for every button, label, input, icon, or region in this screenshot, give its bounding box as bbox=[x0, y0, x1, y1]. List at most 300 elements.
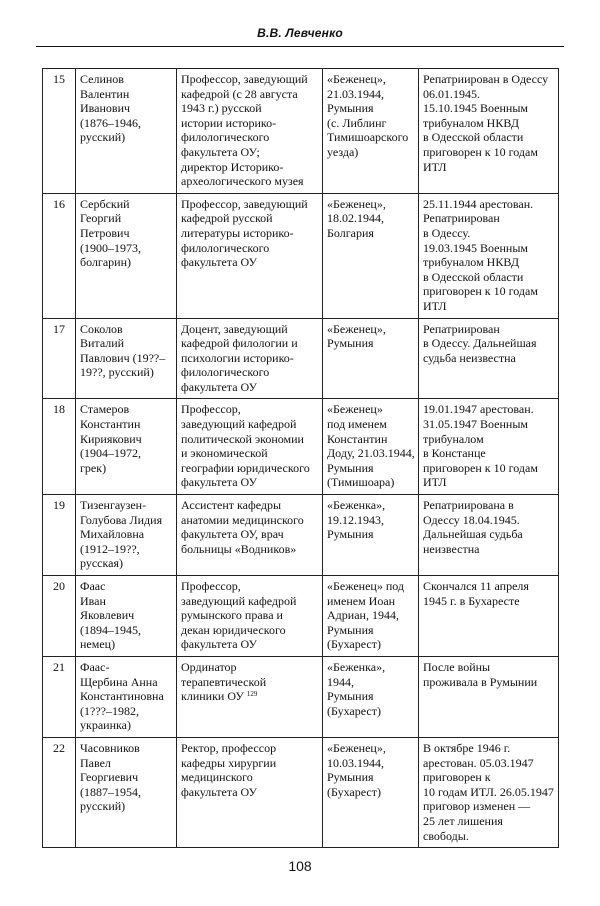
cell-line bbox=[80, 660, 172, 675]
cell-line-text: После войны bbox=[423, 659, 491, 674]
cell-line bbox=[327, 211, 414, 226]
cell-line-text: (Бухарест) bbox=[327, 703, 381, 718]
cell-line-text: факультета ОУ, врач bbox=[181, 527, 284, 542]
cell-status bbox=[323, 193, 419, 318]
cell-line bbox=[80, 197, 172, 212]
cell-position bbox=[177, 737, 323, 847]
cell-line-text: Георгиевич bbox=[80, 770, 139, 785]
cell-fate bbox=[419, 576, 559, 657]
cell-line bbox=[80, 87, 172, 102]
cell-line bbox=[80, 461, 172, 476]
cell-status bbox=[323, 399, 419, 495]
cell-line-text: 1944, bbox=[327, 674, 354, 689]
cell-line bbox=[423, 417, 554, 432]
cell-line bbox=[423, 513, 554, 528]
cell-line-text: приговорен к 10 годам bbox=[423, 284, 538, 299]
cell-line bbox=[423, 145, 554, 160]
cell-line bbox=[80, 432, 172, 447]
cell-line bbox=[423, 785, 554, 800]
cell-position bbox=[177, 399, 323, 495]
cell-line-text: Румыния bbox=[327, 770, 374, 785]
cell-line-text: проживала в Румынии bbox=[423, 674, 538, 689]
cell-line-text: заведующий кафедрой bbox=[181, 417, 297, 432]
cell-line bbox=[423, 197, 554, 212]
cell-line-text: приговорен к 10 годам bbox=[423, 144, 538, 159]
cell-line-text: Репатриирован bbox=[423, 321, 500, 336]
cell-line bbox=[423, 116, 554, 131]
cell-line-text: немец) bbox=[80, 637, 116, 652]
cell-line bbox=[423, 799, 554, 814]
cell-fate bbox=[419, 69, 559, 194]
cell-line bbox=[181, 689, 318, 704]
cell-line bbox=[181, 160, 318, 175]
table-container bbox=[42, 68, 558, 848]
cell-line bbox=[423, 72, 554, 87]
cell-line-text: директор Историко- bbox=[181, 159, 284, 174]
cell-fate bbox=[419, 737, 559, 847]
cell-line bbox=[181, 594, 318, 609]
cell-line bbox=[327, 675, 414, 690]
table-row bbox=[43, 69, 559, 194]
cell-line-text: (1912–19??, bbox=[80, 541, 140, 556]
cell-line-text: Петрович bbox=[80, 225, 130, 240]
cell-line-text: Часовников bbox=[80, 740, 140, 755]
cell-line-text: в Одессу. Дальнейшая bbox=[423, 336, 537, 351]
cell-line bbox=[80, 579, 172, 594]
cell-line bbox=[423, 336, 554, 351]
cell-line bbox=[423, 675, 554, 690]
cell-line-text: Репатриирована в bbox=[423, 498, 514, 513]
cell-line-text: Доду, 21.03.1944, bbox=[327, 446, 415, 461]
cell-line-text: 25.11.1944 арестован. bbox=[423, 196, 534, 211]
cell-line-text: терапевтической bbox=[181, 674, 267, 689]
cell-line bbox=[327, 637, 414, 652]
cell-line bbox=[327, 498, 414, 513]
cell-line-text: судьба неизвестна bbox=[423, 350, 516, 365]
cell-number: 22 bbox=[43, 737, 76, 847]
cell-line-text: арестован. 05.03.1947 bbox=[423, 755, 534, 770]
cell-line-text: Румыния bbox=[327, 689, 374, 704]
cell-line-text: под именем bbox=[327, 417, 387, 432]
cell-line bbox=[80, 675, 172, 690]
cell-line bbox=[181, 756, 318, 771]
cell-line bbox=[80, 417, 172, 432]
cell-line-text: кафедрой русской bbox=[181, 211, 273, 226]
cell-line-text: факультета ОУ bbox=[181, 475, 258, 490]
cell-line-text: политической экономии bbox=[181, 431, 304, 446]
cell-line-text: Румыния bbox=[327, 622, 374, 637]
cell-line-text: больницы «Водников» bbox=[181, 541, 297, 556]
cell-line bbox=[181, 116, 318, 131]
cell-fate bbox=[419, 318, 559, 399]
cell-line bbox=[181, 351, 318, 366]
cell-line bbox=[181, 101, 318, 116]
running-title: В.В. Левченко bbox=[257, 26, 343, 40]
cell-line bbox=[423, 211, 554, 226]
cell-line bbox=[327, 87, 414, 102]
cell-line bbox=[80, 351, 172, 366]
cell-line-text: 18.02.1944, bbox=[327, 211, 384, 226]
cell-number: 15 bbox=[43, 69, 76, 194]
cell-line bbox=[423, 432, 554, 447]
cell-line bbox=[327, 594, 414, 609]
cell-line-text: русская) bbox=[80, 556, 123, 571]
cell-line bbox=[80, 241, 172, 256]
cell-line bbox=[327, 145, 414, 160]
cell-line bbox=[181, 623, 318, 638]
cell-line bbox=[181, 336, 318, 351]
cell-line-text: 10.03.1944, bbox=[327, 755, 384, 770]
cell-line-text: Румыния bbox=[327, 460, 374, 475]
cell-line bbox=[423, 284, 554, 299]
cell-line-text: 15.10.1945 Военным bbox=[423, 101, 528, 116]
cell-line bbox=[327, 116, 414, 131]
cell-line-text: «Беженец», bbox=[327, 196, 386, 211]
cell-line bbox=[327, 446, 414, 461]
cell-line-text: Константиновна bbox=[80, 689, 164, 704]
cell-line-text: именем Иоан bbox=[327, 593, 396, 608]
cell-line-text: Румыния bbox=[327, 101, 374, 116]
cell-line bbox=[181, 446, 318, 461]
cell-line-text: Доцент, заведующий bbox=[181, 321, 288, 336]
cell-line-text: уезда) bbox=[327, 144, 359, 159]
cell-line-text: Валентин bbox=[80, 86, 130, 101]
cell-line-text: Кириякович bbox=[80, 431, 142, 446]
cell-line bbox=[80, 255, 172, 270]
cell-line-text: литературы историко- bbox=[181, 225, 294, 240]
cell-line-text: истории историко- bbox=[181, 115, 277, 130]
cell-line bbox=[181, 322, 318, 337]
cell-line bbox=[423, 829, 554, 844]
cell-status bbox=[323, 737, 419, 847]
cell-line-text: медицинского bbox=[181, 770, 253, 785]
cell-number: 21 bbox=[43, 656, 76, 737]
cell-line bbox=[423, 527, 554, 542]
cell-status bbox=[323, 318, 419, 399]
cell-line-text: Тимишоарского bbox=[327, 130, 409, 145]
cell-line bbox=[80, 72, 172, 87]
cell-line bbox=[327, 527, 414, 542]
cell-line bbox=[327, 432, 414, 447]
cell-line bbox=[327, 770, 414, 785]
cell-line bbox=[181, 542, 318, 557]
cell-line-text: Фаас- bbox=[80, 659, 110, 674]
cell-fate bbox=[419, 495, 559, 576]
cell-number: 17 bbox=[43, 318, 76, 399]
cell-name bbox=[76, 69, 177, 194]
cell-line bbox=[80, 446, 172, 461]
cell-line bbox=[181, 741, 318, 756]
header-rule bbox=[36, 46, 564, 47]
cell-line bbox=[327, 130, 414, 145]
footnote-ref: 129 bbox=[246, 690, 258, 699]
cell-line bbox=[80, 756, 172, 771]
table-row bbox=[43, 656, 559, 737]
cell-position bbox=[177, 576, 323, 657]
cell-fate bbox=[419, 399, 559, 495]
cell-line-text: факультета ОУ; bbox=[181, 144, 260, 159]
cell-line-text: клиники ОУ bbox=[181, 689, 244, 704]
cell-line-text: (Тимишоара) bbox=[327, 475, 395, 490]
cell-line bbox=[80, 513, 172, 528]
cell-position bbox=[177, 656, 323, 737]
cell-line bbox=[80, 116, 172, 131]
cell-line-text: ИТЛ bbox=[423, 159, 447, 174]
cell-line bbox=[423, 226, 554, 241]
cell-name bbox=[76, 656, 177, 737]
cell-line bbox=[80, 211, 172, 226]
cell-line-text: Профессор, заведующий bbox=[181, 196, 308, 211]
cell-line bbox=[80, 402, 172, 417]
cell-line-text: «Беженец», bbox=[327, 72, 386, 86]
cell-line bbox=[327, 623, 414, 638]
table-row bbox=[43, 193, 559, 318]
cell-line-text: заведующий кафедрой bbox=[181, 593, 297, 608]
cell-line bbox=[80, 322, 172, 337]
cell-line bbox=[423, 130, 554, 145]
cell-line-text: Репатриирован в Одессу bbox=[423, 72, 549, 86]
cell-line bbox=[423, 402, 554, 417]
cell-line-text: кафедрой филологии и bbox=[181, 336, 298, 351]
cell-position bbox=[177, 69, 323, 194]
cell-line bbox=[327, 101, 414, 116]
cell-name bbox=[76, 318, 177, 399]
cell-line bbox=[181, 241, 318, 256]
cell-line-text: (1904–1972, bbox=[80, 446, 141, 461]
cell-line-text: украинка) bbox=[80, 718, 131, 733]
cell-line bbox=[80, 799, 172, 814]
cell-line-text: 19.03.1945 Военным bbox=[423, 240, 528, 255]
cell-line-text: филологического bbox=[181, 130, 270, 145]
cell-line bbox=[327, 513, 414, 528]
cell-line bbox=[327, 417, 414, 432]
cell-line-text: Профессор, bbox=[181, 402, 241, 417]
cell-line bbox=[423, 660, 554, 675]
cell-line-text: археологического музея bbox=[181, 174, 304, 189]
cell-line-text: Михайловна bbox=[80, 527, 145, 542]
cell-line bbox=[423, 461, 554, 476]
cell-line-text: (1???–1982, bbox=[80, 703, 139, 718]
cell-line bbox=[423, 756, 554, 771]
cell-line bbox=[327, 322, 414, 337]
cell-line bbox=[181, 675, 318, 690]
cell-line-text: Константин bbox=[327, 431, 388, 446]
cell-line-text: 19??, русский) bbox=[80, 365, 154, 380]
cell-fate bbox=[419, 193, 559, 318]
cell-line-text: трибуналом bbox=[423, 431, 484, 446]
cell-line-text: и экономической bbox=[181, 446, 268, 461]
cell-line-text: факультета ОУ bbox=[181, 379, 258, 394]
cell-line-text: факультета ОУ bbox=[181, 255, 258, 270]
cell-status bbox=[323, 495, 419, 576]
cell-line-text: Стамеров bbox=[80, 402, 130, 417]
cell-line-text: Ассистент кафедры bbox=[181, 498, 282, 513]
cell-line bbox=[181, 87, 318, 102]
cell-line bbox=[423, 241, 554, 256]
cell-line-text: 31.05.1947 Военным bbox=[423, 417, 528, 432]
cell-line-text: приговорен к 10 годам bbox=[423, 460, 538, 475]
cell-line bbox=[80, 336, 172, 351]
cell-line-text: Голубова Лидия bbox=[80, 512, 163, 527]
cell-line-text: Болгария bbox=[327, 225, 374, 240]
cell-line bbox=[327, 785, 414, 800]
cell-line bbox=[423, 351, 554, 366]
cell-line bbox=[327, 475, 414, 490]
cell-line bbox=[327, 197, 414, 212]
cell-line bbox=[181, 380, 318, 395]
cell-line bbox=[181, 637, 318, 652]
cell-status bbox=[323, 656, 419, 737]
cell-line bbox=[181, 197, 318, 212]
cell-line-text: Репатриирован bbox=[423, 211, 500, 226]
cell-line-text: Виталий bbox=[80, 336, 125, 351]
cell-position bbox=[177, 193, 323, 318]
cell-line-text: Румыния bbox=[327, 527, 374, 542]
cell-line bbox=[423, 542, 554, 557]
cell-line-text: психологии историко- bbox=[181, 350, 294, 365]
cell-line bbox=[327, 579, 414, 594]
cell-line bbox=[80, 704, 172, 719]
cell-line-text: свободы. bbox=[423, 828, 469, 843]
cell-line-text: Иван bbox=[80, 593, 106, 608]
page-number: 108 bbox=[288, 858, 312, 874]
cell-line-text: (Бухарест) bbox=[327, 637, 381, 652]
cell-line bbox=[181, 608, 318, 623]
cell-line-text: ИТЛ bbox=[423, 298, 447, 313]
cell-line-text: (1900–1973, bbox=[80, 240, 141, 255]
cell-line-text: «Беженец», bbox=[327, 740, 386, 755]
cell-line-text: филологического bbox=[181, 365, 270, 380]
cell-line bbox=[423, 475, 554, 490]
cell-line bbox=[80, 101, 172, 116]
cell-number: 19 bbox=[43, 495, 76, 576]
cell-line-text: 1945 г. в Бухаресте bbox=[423, 593, 520, 608]
cell-line-text: (1887–1954, bbox=[80, 784, 141, 799]
cell-line-text: (с. Либлинг bbox=[327, 115, 387, 130]
table-body bbox=[43, 69, 559, 848]
cell-line-text: географии юридического bbox=[181, 460, 310, 475]
cell-line bbox=[327, 741, 414, 756]
cell-line bbox=[423, 322, 554, 337]
cell-line bbox=[181, 417, 318, 432]
cell-line-text: в Одесской области bbox=[423, 130, 524, 145]
cell-line-text: Одессу 18.04.1945. bbox=[423, 512, 520, 527]
cell-line-text: филологического bbox=[181, 240, 270, 255]
cell-line-text: Щербина Анна bbox=[80, 674, 158, 689]
cell-line-text: 19.12.1943, bbox=[327, 512, 384, 527]
cell-line-text: Георгий bbox=[80, 211, 122, 226]
cell-line bbox=[327, 402, 414, 417]
cell-line-text: 21.03.1944, bbox=[327, 86, 384, 101]
cell-line bbox=[80, 718, 172, 733]
cell-line-text: приговор изменен — bbox=[423, 799, 531, 814]
cell-line bbox=[181, 226, 318, 241]
cell-line bbox=[423, 255, 554, 270]
cell-line bbox=[80, 623, 172, 638]
cell-status bbox=[323, 576, 419, 657]
cell-line-text: Ректор, профессор bbox=[181, 740, 277, 755]
cell-line bbox=[80, 785, 172, 800]
cell-line-text: Дальнейшая судьба bbox=[423, 527, 523, 542]
cell-line-text: Соколов bbox=[80, 321, 123, 336]
cell-line bbox=[80, 498, 172, 513]
cell-line bbox=[423, 299, 554, 314]
cell-line-text: Павел bbox=[80, 755, 111, 770]
cell-line-text: Павлович (19??– bbox=[80, 350, 166, 365]
cell-line bbox=[423, 594, 554, 609]
cell-line bbox=[80, 689, 172, 704]
cell-line bbox=[423, 87, 554, 102]
cell-line-text: румынского права и bbox=[181, 608, 283, 623]
cell-line-text: 25 лет лишения bbox=[423, 813, 503, 828]
cell-line bbox=[181, 527, 318, 542]
cell-line-text: Фаас bbox=[80, 579, 106, 593]
cell-line-text: трибуналом НКВД bbox=[423, 115, 520, 130]
cell-line bbox=[80, 770, 172, 785]
cell-line bbox=[327, 660, 414, 675]
cell-number: 18 bbox=[43, 399, 76, 495]
cell-status bbox=[323, 69, 419, 194]
cell-line bbox=[327, 608, 414, 623]
cell-line bbox=[423, 446, 554, 461]
cell-line-text: в Констанце bbox=[423, 446, 486, 461]
cell-line bbox=[423, 770, 554, 785]
cell-line-text: В октябре 1946 г. bbox=[423, 740, 511, 755]
table-row bbox=[43, 737, 559, 847]
cell-line bbox=[181, 174, 318, 189]
cell-line bbox=[80, 365, 172, 380]
cell-line-text: «Беженец» bbox=[327, 402, 383, 417]
cell-line bbox=[327, 756, 414, 771]
cell-line-text: факультета ОУ bbox=[181, 637, 258, 652]
table-row bbox=[43, 318, 559, 399]
cell-line-text: «Беженец», bbox=[327, 321, 386, 336]
cell-line-text: в Одесской области bbox=[423, 269, 524, 284]
cell-line bbox=[80, 608, 172, 623]
cell-line-text: Ординатор bbox=[181, 659, 237, 674]
cell-line bbox=[181, 513, 318, 528]
cell-line bbox=[80, 542, 172, 557]
cell-line-text: факультета ОУ bbox=[181, 784, 258, 799]
cell-line-text: анатомии медицинского bbox=[181, 512, 304, 527]
cell-line bbox=[80, 594, 172, 609]
table-row bbox=[43, 399, 559, 495]
table-row bbox=[43, 495, 559, 576]
cell-line-text: 06.01.1945. bbox=[423, 86, 480, 101]
cell-line-text: (1894–1945, bbox=[80, 622, 141, 637]
cell-line bbox=[327, 689, 414, 704]
cell-line bbox=[80, 527, 172, 542]
cell-line bbox=[423, 741, 554, 756]
cell-line bbox=[423, 498, 554, 513]
cell-line bbox=[181, 72, 318, 87]
cell-line-text: (Бухарест) bbox=[327, 784, 381, 799]
cell-line-text: Румыния bbox=[327, 336, 374, 351]
cell-position bbox=[177, 318, 323, 399]
cell-line-text: русский) bbox=[80, 130, 126, 145]
cell-line bbox=[80, 637, 172, 652]
cell-line bbox=[181, 130, 318, 145]
cell-line bbox=[327, 226, 414, 241]
cell-name bbox=[76, 495, 177, 576]
cell-line bbox=[423, 270, 554, 285]
cell-line-text: Скончался 11 апреля bbox=[423, 579, 529, 593]
cell-line-text: кафедрой (с 28 августа bbox=[181, 86, 298, 101]
cell-line bbox=[181, 461, 318, 476]
cell-line-text: 10 годам ИТЛ. 26.05.1947 bbox=[423, 784, 554, 799]
cell-line-text: ИТЛ bbox=[423, 475, 447, 490]
cell-fate bbox=[419, 656, 559, 737]
